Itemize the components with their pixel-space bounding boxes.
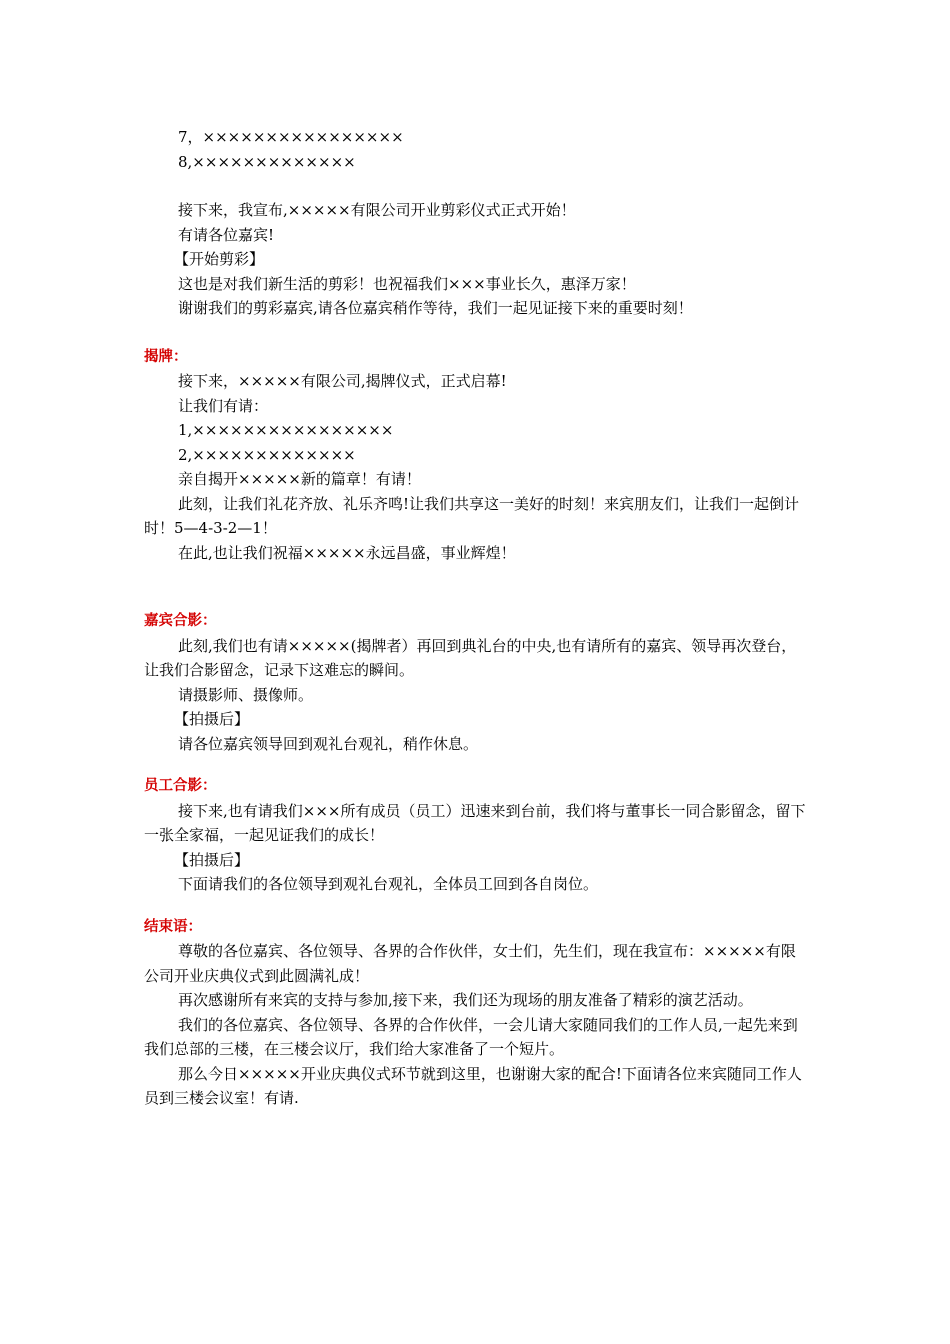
paragraph: 我们的各位嘉宾、各位领导、各界的合作伙伴，一会儿请大家随同我们的工作人员,一起先来到我们总部的三楼，在三楼会议厅，我们给大家准备了一个短片。 — [144, 1015, 798, 1058]
stage-direction: 【开始剪彩】 — [174, 250, 265, 268]
paragraph-gap — [144, 174, 809, 198]
document-body — [144, 125, 809, 1111]
paragraph: 让我们有请： — [178, 396, 269, 415]
stage-direction: 【拍摄后】 — [174, 710, 250, 728]
paragraph: 那么今日×××××开业庆典仪式环节就到这里，也谢谢大家的配合!下面请各位来宾随同工作人员到三楼会议室！有请. — [144, 1064, 802, 1107]
list-item: 2,××××××××××××× — [178, 445, 356, 464]
section-heading-closing: 结束语： — [144, 918, 202, 935]
list-item: 8,××××××××××××× — [178, 152, 356, 171]
section-gap — [144, 897, 809, 915]
paragraph: 请摄影师、摄像师。 — [178, 685, 314, 704]
paragraph: 尊敬的各位嘉宾、各位领导、各界的合作伙伴，女士们，先生们，现在我宣布：×××××有限公司开业庆典仪式到此圆满礼成！ — [144, 942, 796, 985]
paragraph: 这也是对我们新生活的剪彩！也祝福我们×××事业长久，惠泽万家！ — [178, 274, 636, 293]
section-heading-staff-photo: 员工合影： — [144, 778, 217, 794]
paragraph: 接下来,也有请我们×××所有成员（员工）迅速来到台前，我们将与董事长一同合影留念，留下一张全家福，一起见证我们的成长！ — [144, 801, 806, 844]
paragraph: 接下来，×××××有限公司,揭牌仪式，正式启幕! — [178, 372, 507, 390]
stage-direction: 【拍摄后】 — [174, 850, 250, 869]
paragraph: 谢谢我们的剪彩嘉宾,请各位嘉宾稍作等待，我们一起见证接下来的重要时刻！ — [178, 299, 693, 317]
section-heading-guest-photo: 嘉宾合影： — [144, 613, 217, 629]
paragraph: 下面请我们的各位领导到观礼台观礼，全体员工回到各自岗位。 — [178, 875, 599, 893]
section-gap — [144, 565, 809, 609]
section-heading-unveiling: 揭牌： — [144, 348, 188, 365]
paragraph: 此刻，让我们礼花齐放、礼乐齐鸣!让我们共享这一美好的时刻！来宾朋友们，让我们一起倒计时！5—4-3-2—1！ — [144, 494, 800, 537]
paragraph: 此刻,我们也有请×××××(揭牌者）再回到典礼台的中央,也有请所有的嘉宾、领导再次登台，让我们合影留念，记录下这难忘的瞬间。 — [144, 636, 797, 679]
paragraph: 在此,也让我们祝福×××××永远昌盛，事业辉煌！ — [178, 543, 516, 562]
section-gap — [144, 321, 809, 345]
paragraph: 有请各位嘉宾! — [178, 225, 275, 244]
paragraph: 亲自揭开×××××新的篇章！有请！ — [178, 470, 421, 488]
section-gap — [144, 756, 809, 774]
paragraph: 接下来，我宣布,×××××有限公司开业剪彩仪式正式开始！ — [178, 201, 576, 219]
list-item: 7，×××××××××××××××× — [178, 128, 404, 146]
paragraph: 再次感谢所有来宾的支持与参加,接下来，我们还为现场的朋友准备了精彩的演艺活动。 — [178, 991, 753, 1009]
paragraph: 请各位嘉宾领导回到观礼台观礼，稍作休息。 — [178, 734, 479, 753]
list-item: 1,×××××××××××××××× — [178, 421, 394, 439]
